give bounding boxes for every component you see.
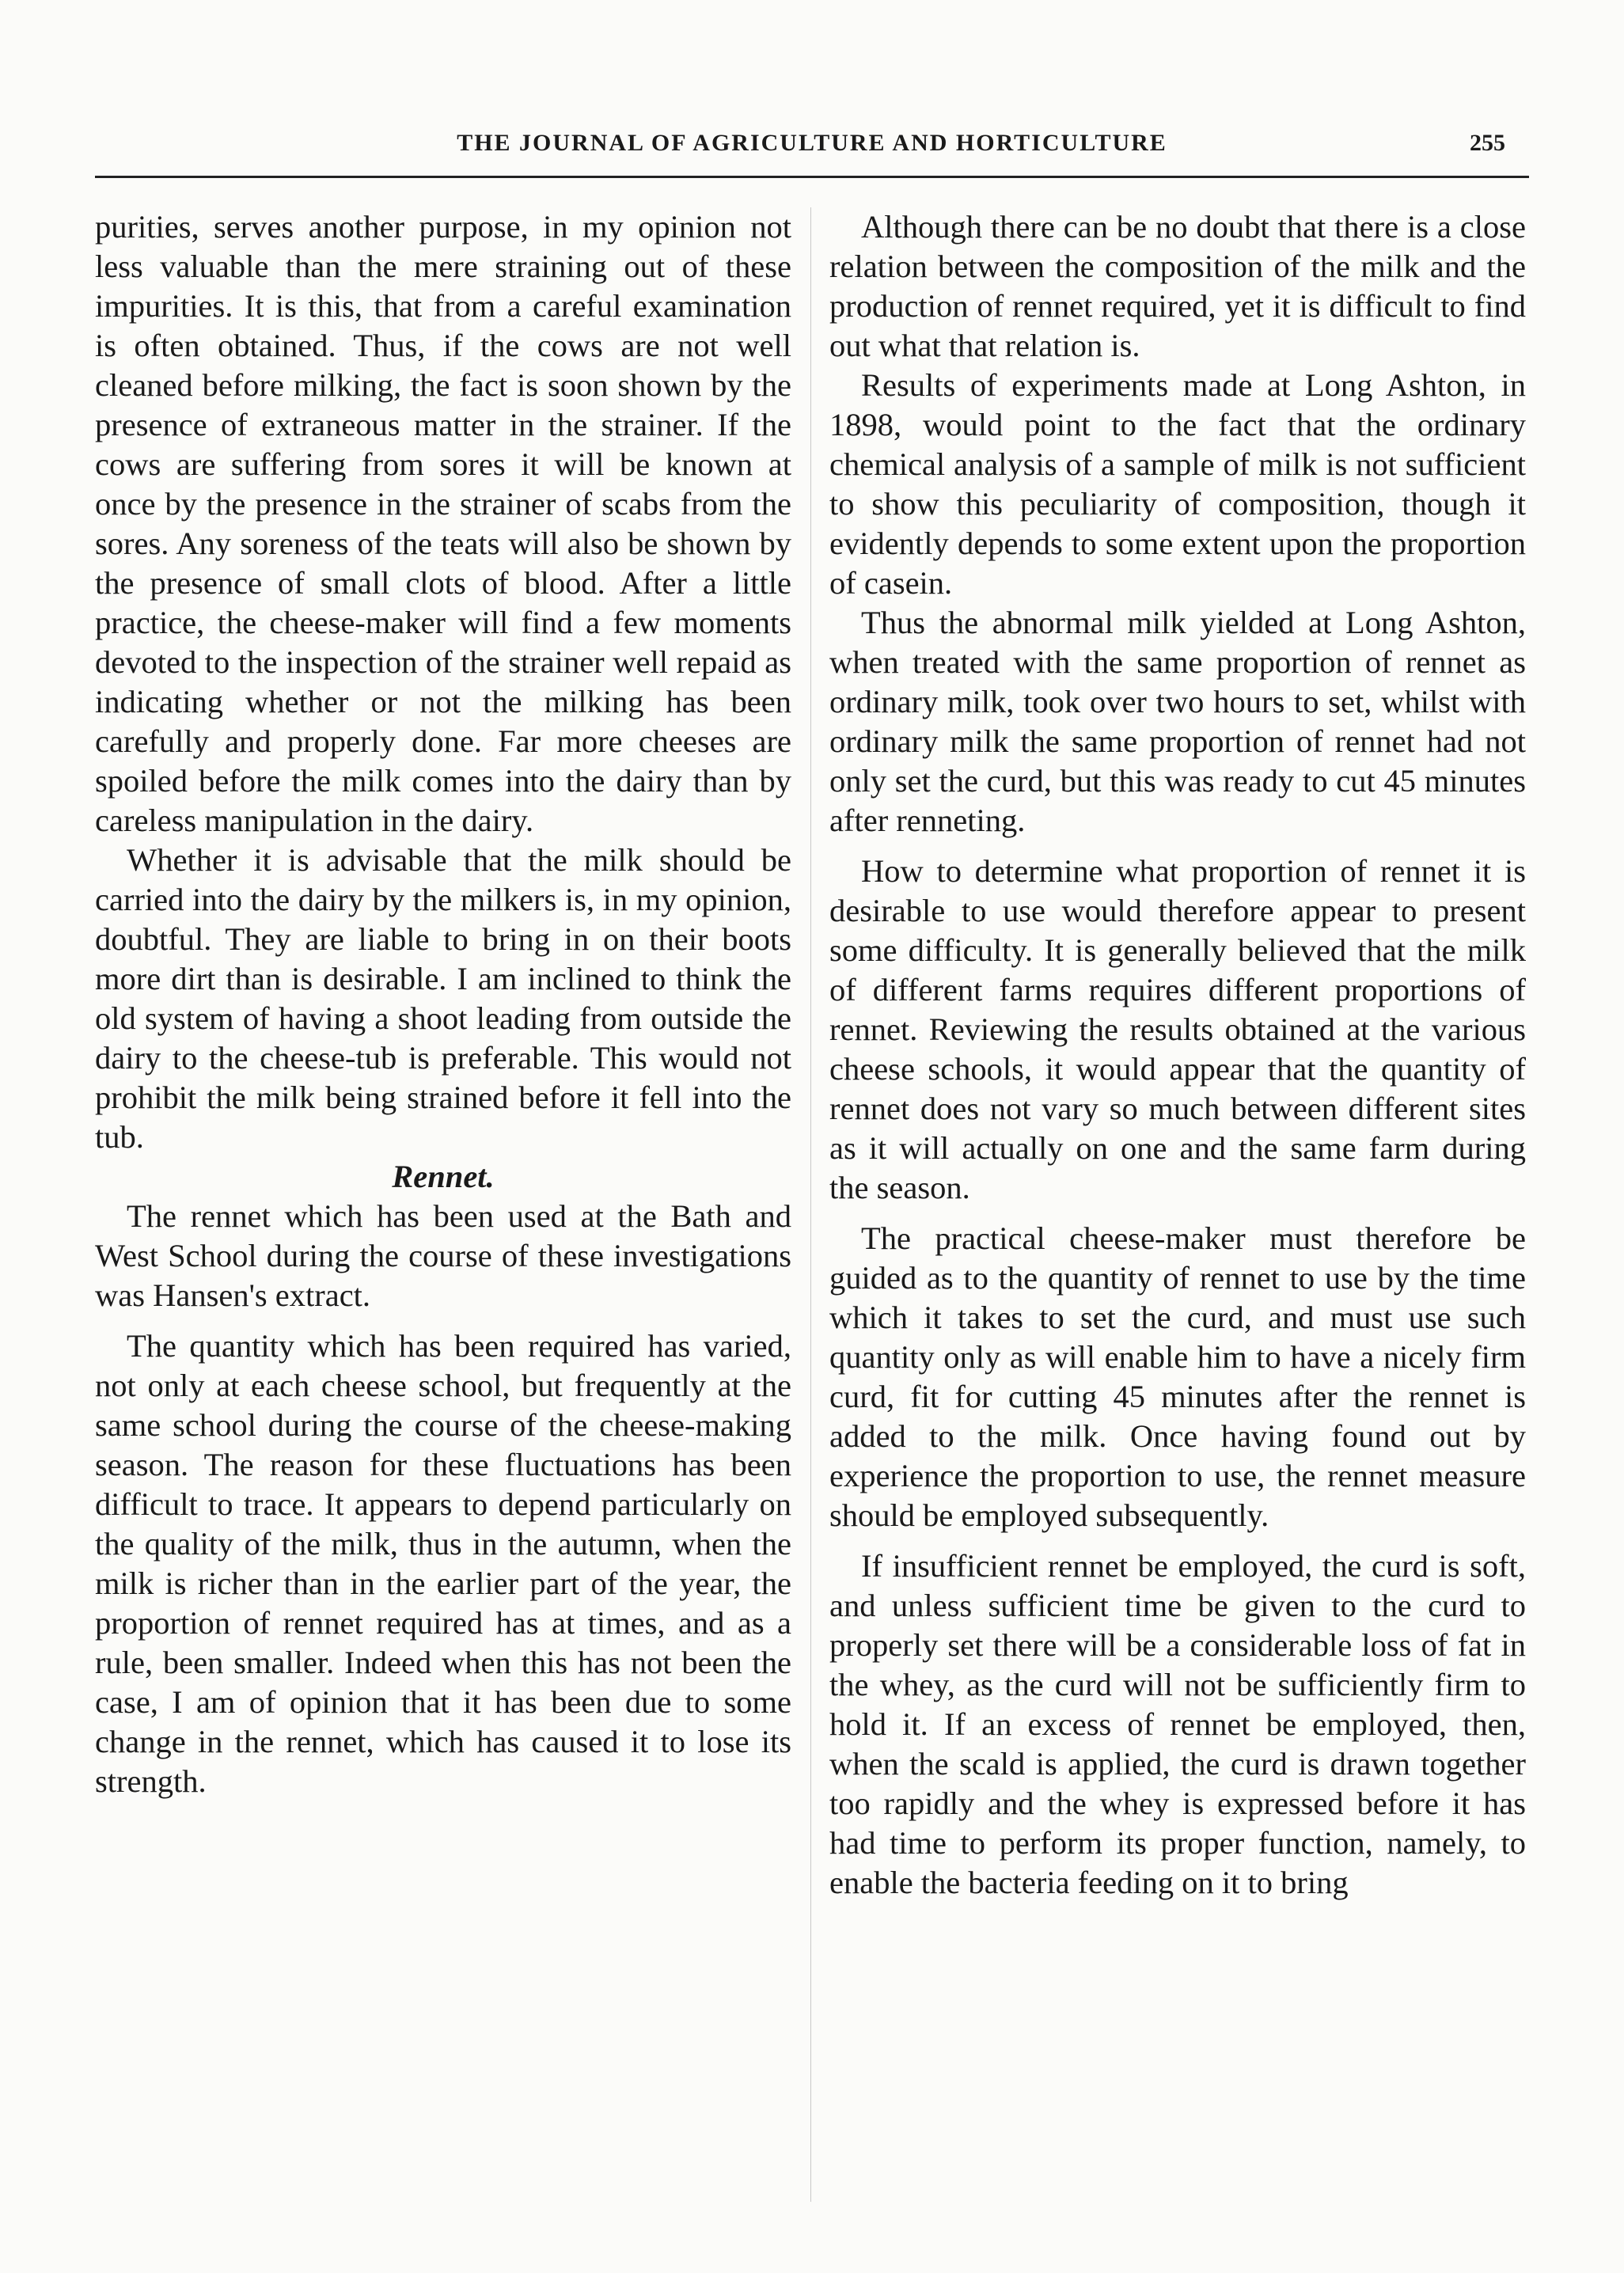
paragraph: The rennet which has been used at the Bath and West School during the course of these investigations was Hansen's extract. xyxy=(95,1198,791,1313)
paragraph: If insufficient rennet be employed, the curd is soft, and unless sufficient time be given to the curd to properly set there will be a considerable loss of fat in the whey, as the curd will not be sufficiently firm to hold it. If an excess of rennet be employed, then, when the scald is applied, the curd is drawn together too rapidly and the whey is expressed before it has had time to perform its proper function, namely, to enable the bacteria feeding on it to bring xyxy=(829,1548,1526,1900)
paragraph: purities, serves another purpose, in my opinion not less valuable than the mere straining out of these impurities. It is this, that from a careful examination is often obtained. Thus, if the cows are not well cleaned before milking, the fact is soon shown by the presence of extraneous matter in the strainer. If the cows are suffering from sores it will be known at once by the presence in the strainer of scabs from the sores. Any soreness of the teats will also be shown by the presence of small clots of blood. After a little practice, the cheese-maker will find a few moments devoted to the inspection of the strainer well repaid as indicating whether or not the milking has been carefully and properly done. Far more cheeses are spoiled before the milk comes into the dairy than by careless manipulation in the dairy. xyxy=(95,209,791,838)
paragraph: Whether it is advisable that the milk should be carried into the dairy by the milkers is, in my opinion, doubtful. They are liable to bring in on their boots more dirt than is desirable. I am inclined to think the old system of having a shoot leading from outside the dairy to the cheese-tub is preferable. This would not prohibit the milk being strained before it fell into the tub. xyxy=(95,842,791,1155)
paragraph: How to determine what proportion of rennet it is desirable to use would therefore appear to present some difficulty. It is generally believed that the milk of different farms requires different proportions of rennet. Reviewing the results obtained at the various cheese schools, it would appear that the quantity of rennet does not vary so much between different sites as it will actually on one and the same farm during the season. xyxy=(829,853,1526,1205)
paragraph: Although there can be no doubt that there is a close relation between the composition of the milk and the production of rennet required, yet it is difficult to find out what that relation is. xyxy=(829,209,1526,363)
running-title: THE JOURNAL OF AGRICULTURE AND HORTICULTURE xyxy=(457,130,1167,156)
page-header xyxy=(95,127,1529,174)
paragraph: Thus the abnormal milk yielded at Long Ashton, when treated with the same proportion of rennet as ordinary milk, took over two hours to set, whilst with ordinary milk the same proportion of rennet had not only set the curd, but this was ready to cut 45 minutes after renneting. xyxy=(829,605,1526,838)
page-number: 255 xyxy=(1470,130,1505,156)
header-rule xyxy=(95,176,1529,178)
right-column xyxy=(829,207,1526,1903)
section-heading: Rennet. xyxy=(392,1159,495,1194)
column-divider xyxy=(810,207,811,2202)
paragraph: The quantity which has been required has varied, not only at each cheese school, but frequently at the same school during the course of the cheese-making season. The reason for these fluctuations has been difficult to trace. It appears to depend particularly on the quality of the milk, thus in the autumn, when the milk is richer than in the earlier part of the year, the proportion of rennet required has at times, and as a rule, been smaller. Indeed when this has not been the case, I am of opinion that it has been due to some change in the rennet, which has caused it to lose its strength. xyxy=(95,1328,791,1799)
paragraph: The practical cheese-maker must therefore be guided as to the quantity of rennet to use by the time which it takes to set the curd, and must use such quantity only as will enable him to have a nicely firm curd, fit for cutting 45 minutes after the rennet is added to the milk. Once having found out by experience the proportion to use, the rennet measure should be employed subsequently. xyxy=(829,1220,1526,1533)
paragraph: Results of experiments made at Long Ashton, in 1898, would point to the fact that the ordinary chemical analysis of a sample of milk is not sufficient to show this peculiarity of composition, though it evidently depends to some extent upon the proportion of casein. xyxy=(829,367,1526,601)
left-column xyxy=(95,207,791,1801)
